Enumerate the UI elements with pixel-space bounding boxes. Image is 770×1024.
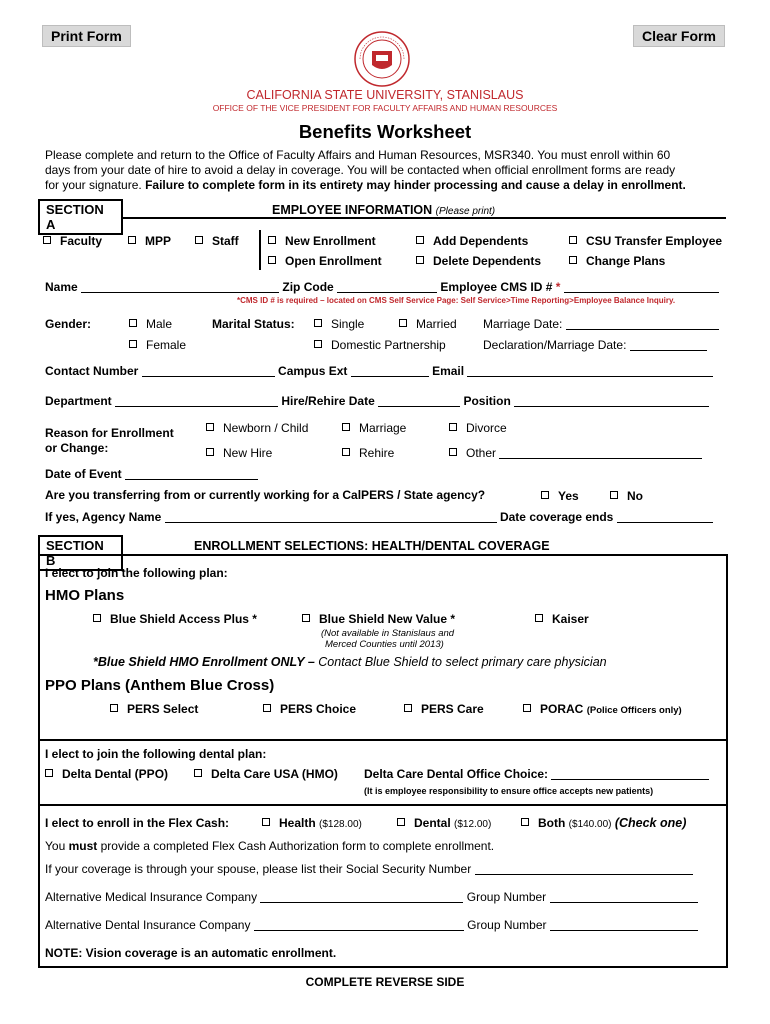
checkbox-icon: [263, 704, 271, 712]
checkbox-icon: [93, 614, 101, 622]
checkbox-open-enrollment[interactable]: Open Enrollment: [268, 254, 382, 268]
checkbox-kaiser[interactable]: Kaiser: [535, 612, 589, 626]
agency-field[interactable]: [165, 512, 497, 523]
campus-ext-field[interactable]: [351, 366, 429, 377]
checkbox-icon: [195, 236, 203, 244]
hmo-note-1: (Not available in Stanislaus and: [321, 628, 455, 639]
marriage-date-row: Marriage Date:: [483, 317, 719, 331]
elect-dental-label: I elect to join the following dental plan:: [45, 747, 267, 761]
section-a-label: SECTION A: [38, 199, 123, 235]
checkbox-pers-choice[interactable]: PERS Choice: [263, 702, 356, 716]
dental-note: (It is employee responsibility to ensure office accepts new patients): [364, 786, 654, 796]
checkbox-icon: [342, 448, 350, 456]
checkbox-marriage[interactable]: Marriage: [342, 421, 406, 435]
ppo-title: PPO Plans (Anthem Blue Cross): [45, 677, 275, 694]
checkbox-icon: [206, 448, 214, 456]
checkbox-icon: [521, 818, 529, 826]
hire-date-field[interactable]: [378, 396, 460, 407]
checkbox-single[interactable]: Single: [314, 317, 364, 331]
checkbox-icon: [404, 704, 412, 712]
checkbox-icon: [569, 256, 577, 264]
checkbox-rehire[interactable]: Rehire: [342, 446, 394, 460]
checkbox-icon: [268, 256, 276, 264]
checkbox-icon: [342, 423, 350, 431]
elect-plan-label: I elect to join the following plan:: [45, 566, 228, 580]
checkbox-icon: [314, 340, 322, 348]
gender-label: Gender:: [45, 317, 92, 331]
department-row: Department Hire/Rehire Date Position: [45, 394, 709, 408]
date-event-row: Date of Event: [45, 467, 258, 481]
reason-label-2: or Change:: [45, 441, 109, 455]
alt-dental-group-field[interactable]: [550, 920, 698, 931]
checkbox-domestic[interactable]: Domestic Partnership: [314, 338, 446, 352]
university-seal: [354, 31, 410, 87]
checkbox-icon: [194, 769, 202, 777]
decl-date-field[interactable]: [630, 340, 707, 351]
flex-label: I elect to enroll in the Flex Cash:: [45, 816, 230, 830]
hmo-note-2: Merced Counties until 2013): [325, 639, 444, 650]
checkbox-flex-dental[interactable]: Dental ($12.00): [397, 816, 491, 830]
checkbox-icon: [45, 769, 53, 777]
marital-label: Marital Status:: [212, 317, 295, 331]
checkbox-icon: [416, 256, 424, 264]
checkbox-icon: [128, 236, 136, 244]
dental-office-field[interactable]: [551, 769, 709, 780]
checkbox-change-plans[interactable]: Change Plans: [569, 254, 665, 268]
checkbox-mpp[interactable]: MPP: [128, 234, 171, 248]
other-field[interactable]: [499, 448, 702, 459]
date-event-field[interactable]: [125, 469, 258, 480]
vision-note: NOTE: Vision coverage is an automatic enrollment.: [45, 946, 337, 960]
checkbox-delta-dental[interactable]: Delta Dental (PPO): [45, 767, 168, 781]
checkbox-delete-dependents[interactable]: Delete Dependents: [416, 254, 541, 268]
page-title: Benefits Worksheet: [298, 121, 472, 142]
checkbox-icon: [268, 236, 276, 244]
alt-medical-row: Alternative Medical Insurance Company Group Number: [45, 890, 698, 904]
section-a-rule: [38, 217, 726, 219]
checkbox-yes[interactable]: Yes: [541, 489, 579, 503]
intro-line-3: for your signature. Failure to complete form in its entirety may hinder processing and cause a delay in enrollment.: [45, 178, 686, 192]
marriage-date-field[interactable]: [566, 319, 719, 330]
alt-dental-field[interactable]: [254, 920, 464, 931]
checkbox-porac[interactable]: PORAC (Police Officers only): [523, 702, 682, 716]
checkbox-newborn[interactable]: Newborn / Child: [206, 421, 308, 435]
email-field[interactable]: [467, 366, 713, 377]
checkbox-other[interactable]: Other: [449, 446, 702, 460]
checkbox-icon: [129, 340, 137, 348]
section-b-label: SECTION B: [38, 535, 123, 571]
calpers-question: Are you transferring from or currently working for a CalPERS / State agency?: [45, 488, 486, 502]
checkbox-icon: [610, 491, 618, 499]
checkbox-icon: [569, 236, 577, 244]
checkbox-divorce[interactable]: Divorce: [449, 421, 507, 435]
checkbox-flex-health[interactable]: Health ($128.00): [262, 816, 362, 830]
checkbox-icon: [302, 614, 310, 622]
checkbox-icon: [110, 704, 118, 712]
section-a-title: EMPLOYEE INFORMATION (Please print): [272, 203, 496, 217]
checkbox-flex-both[interactable]: Both ($140.00) (Check one): [521, 816, 686, 830]
university-name: CALIFORNIA STATE UNIVERSITY, STANISLAUS: [246, 88, 524, 102]
flex-note: You must provide a completed Flex Cash Authorization form to complete enrollment.: [45, 839, 495, 853]
checkbox-no[interactable]: No: [610, 489, 643, 503]
print-form-button[interactable]: Print Form: [42, 25, 131, 47]
contact-field[interactable]: [142, 366, 275, 377]
checkbox-icon: [43, 236, 51, 244]
checkbox-icon: [314, 319, 322, 327]
clear-form-button[interactable]: Clear Form: [633, 25, 725, 47]
department-field[interactable]: [115, 396, 278, 407]
checkbox-blue-shield-value[interactable]: Blue Shield New Value *: [302, 612, 455, 626]
position-field[interactable]: [514, 396, 709, 407]
checkbox-icon: [262, 818, 270, 826]
coverage-ends-field[interactable]: [617, 512, 713, 523]
checkbox-icon: [535, 614, 543, 622]
alt-medical-group-field[interactable]: [550, 892, 698, 903]
checkbox-icon: [449, 423, 457, 431]
agency-row: If yes, Agency Name Date coverage ends: [45, 510, 713, 524]
checkbox-icon: [416, 236, 424, 244]
checkbox-icon: [449, 448, 457, 456]
checkbox-icon: [399, 319, 407, 327]
checkbox-delta-care[interactable]: Delta Care USA (HMO): [194, 767, 338, 781]
checkbox-married[interactable]: Married: [399, 317, 457, 331]
office-name: OFFICE OF THE VICE PRESIDENT FOR FACULTY AFFAIRS AND HUMAN RESOURCES: [212, 103, 558, 113]
alt-dental-row: Alternative Dental Insurance Company Group Number: [45, 918, 698, 932]
contact-row: Contact Number Campus Ext Email: [45, 364, 713, 378]
checkbox-new-hire[interactable]: New Hire: [206, 446, 272, 460]
section-b-title: ENROLLMENT SELECTIONS: HEALTH/DENTAL COVERAGE: [194, 539, 550, 553]
decl-date-row: Declaration/Marriage Date:: [483, 338, 707, 352]
zip-field[interactable]: [337, 282, 437, 293]
checkbox-add-dependents[interactable]: Add Dependents: [416, 234, 528, 248]
cms-id-field[interactable]: [564, 282, 719, 293]
hmo-title: HMO Plans: [45, 587, 125, 604]
divider: [259, 230, 261, 270]
checkbox-icon: [541, 491, 549, 499]
cms-note: *CMS ID # is required – located on CMS Self Service Page: Self Service>Time Reporting>Employee Balance Inquiry.: [237, 296, 676, 305]
checkbox-staff[interactable]: Staff: [195, 234, 239, 248]
checkbox-icon: [397, 818, 405, 826]
footer-note: COMPLETE REVERSE SIDE: [305, 975, 465, 989]
checkbox-faculty[interactable]: Faculty: [43, 234, 102, 248]
name-field[interactable]: [81, 282, 279, 293]
alt-medical-field[interactable]: [260, 892, 463, 903]
checkbox-icon: [129, 319, 137, 327]
dental-office-row: Delta Care Dental Office Choice:: [364, 767, 709, 781]
checkbox-blue-shield-access[interactable]: Blue Shield Access Plus *: [93, 612, 257, 626]
spouse-ssn-row: If your coverage is through your spouse, please list their Social Security Number: [45, 862, 693, 876]
hmo-footnote: *Blue Shield HMO Enrollment ONLY – Contact Blue Shield to select primary care physician: [93, 655, 607, 669]
intro-line-1: Please complete and return to the Office of Faculty Affairs and Human Resources, MSR340. You must enroll within 60: [45, 148, 671, 162]
name-row: Name Zip Code Employee CMS ID # *: [45, 280, 719, 294]
checkbox-csu-transfer[interactable]: CSU Transfer Employee: [569, 234, 722, 248]
checkbox-icon: [523, 704, 531, 712]
spouse-ssn-field[interactable]: [475, 864, 693, 875]
checkbox-pers-select[interactable]: PERS Select: [110, 702, 198, 716]
checkbox-icon: [206, 423, 214, 431]
reason-label-1: Reason for Enrollment: [45, 426, 174, 440]
checkbox-male[interactable]: Male: [129, 317, 172, 331]
intro-line-2: days from your date of hire to avoid a delay in coverage. You will be contacted when official enrollment forms are ready: [45, 163, 676, 177]
checkbox-female[interactable]: Female: [129, 338, 186, 352]
checkbox-pers-care[interactable]: PERS Care: [404, 702, 484, 716]
checkbox-new-enrollment[interactable]: New Enrollment: [268, 234, 376, 248]
